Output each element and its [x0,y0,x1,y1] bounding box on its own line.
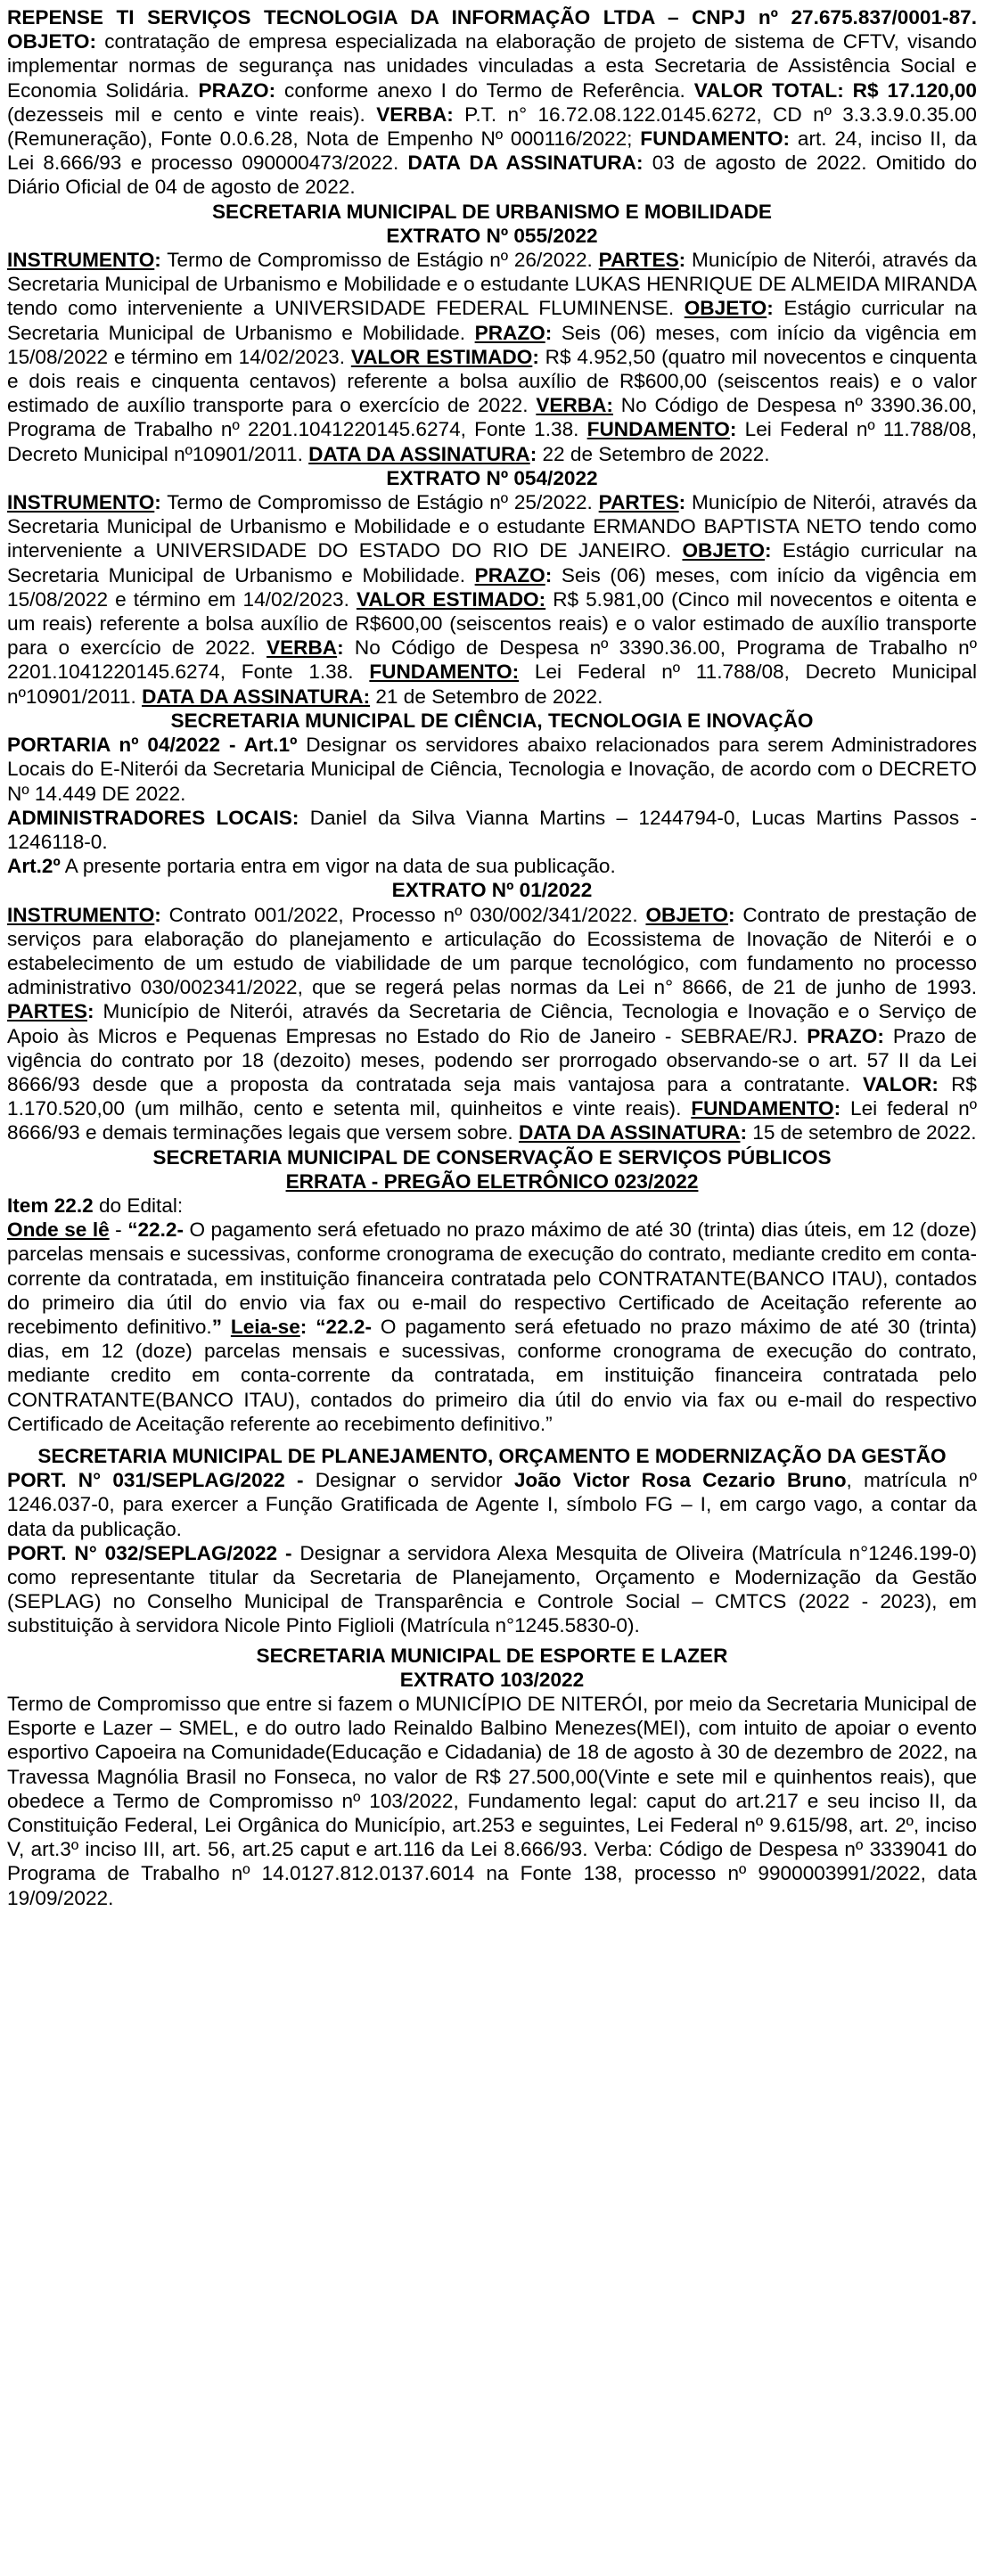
text-run: 21 de Setembro de 2022. [370,685,603,708]
text-run: Contrato 001/2022, Processo nº 030/002/341/2022. [160,903,646,926]
text-run: Prazo de vigência do contrato por 18 (dezoito) meses, podendo ser prorrogado observando-se o art. 57 II da Lei 8666/93 desde que a proposta da contratada seja mais vantajosa para a contratante. [7,1024,977,1095]
bold-label: DATA DA ASSINATURA: [407,152,644,175]
text-run: Estágio curricular na Secretaria Municipal de Urbanismo e Mobilidade. [7,297,977,344]
bold-label: VERBA: [536,394,613,417]
bold-label: : [727,903,735,926]
text-run: A presente portaria entra em vigor na data de sua publicação. [60,855,616,878]
text-run: O pagamento será efetuado no prazo máximo de até 30 (trinta) dias úteis, em 12 (doze) parcelas mensais e sucessivas, conforme cronograma de execução do contrato, mediante credito em conta-corrente da contratada, em instituição financeira contratada pelo CONTRATANTE(BANCO ITAU), contados do primeiro dia útil do envio via fax ou e-mail do respectivo Certificado de Aceitação referente ao recebimento definitivo. [7,1218,977,1338]
text-run: Designar os servidores abaixo relacionados para serem Administradores Locais do E-Niterói da Secretaria Municipal de Ciência, Tecnologia e Inovação, de acordo com o DECRETO Nº 14.449 DE 2022. [7,734,977,805]
bold-label: ” [211,1315,231,1338]
paragraph [7,1194,977,1218]
text-run: art. 24, inciso II, da Lei 8.666/93 e processo 090000473/2022. [7,127,977,175]
bold-label: VERBA [266,636,338,660]
text-run: 03 de agosto de 2022. Omitido do Diário Oficial de 04 de agosto de 2022. [7,152,978,199]
bold-label: PORTARIA nº 04/2022 - Art.1º [7,734,298,757]
bold-label: VALOR ESTIMADO: [356,587,546,611]
bold-label: ADMINISTRADORES LOCAIS: [7,806,299,829]
paragraph [7,1541,977,1638]
text-run: Seis (06) meses, com início da vigência em 15/08/2022 e término em 14/02/2023. [7,563,977,611]
bold-label: INSTRUMENTO [7,491,155,514]
bold-label: Onde se lê [7,1218,110,1242]
bold-label: PARTES [7,1000,87,1023]
text-run: Termo de Compromisso de Estágio nº 26/2022. [160,249,599,272]
text-run: conforme anexo I do Termo de Referência. [275,78,694,102]
paragraph [7,1218,977,1436]
text-run: Município de Niterói, através da Secretaria de Ciência, Tecnologia e Inovação e o Serviço de Apoio às Micros e Pequenas Empresas no Estado do Rio de Janeiro - SEBRAE/RJ. [7,1000,977,1047]
bold-label: : [299,1315,308,1338]
text-run: Lei Federal nº 11.788/08, Decreto Municipal nº10901/2011. [7,418,977,465]
bold-label: VERBA: [376,103,454,126]
text-run: do Edital: [93,1194,184,1217]
text-run: No Código de Despesa nº 3390.36.00, Programa de Trabalho nº 2201.1041220145.6274, Fonte 1.38. [7,636,977,684]
text-run: Contrato de prestação de serviços para elaboração do planejamento e articulação do Ecossistema de Inovação de Niterói e o estabelecimento de um estudo de viabilidade de um parque tecnológico, com fundamento no processo administrativo 030/002341/2022, que se regerá pelas normas da Lei n° 8666, de 21 de junho de 1993. [7,903,977,999]
text-run: Termo de Compromisso que entre si fazem o MUNICÍPIO DE NITERÓI, por meio da Secretaria Municipal de Esporte e Lazer – SMEL, e do outro lado Reinaldo Balbino Menezes(MEI), com intuito de apoiar o evento esportivo Capoeira na Comunidade(Educação e Cidadania) de 18 de agosto à 30 de dezembro de 2022, na Travessa Magnólia Brasil no Fonseca, no valor de R$ 27.500,00(Vinte e sete mil e quinhentos reais), que obedece a Termo de Compromisso nº 103/2022, Fundamento legal: caput do art.217 e seu inciso II, da Constituição Federal, Lei Orgânica do Município, art.253 e seguintes, Lei Federal nº 9.615/98, art. 2º, inciso V, art.3º inciso III, art. 56, art.25 caput e art.116 da Lei 8.666/93. Verba: Código de Despesa nº 3339041 do Programa de Trabalho nº 14.0127.812.0137.6014 na Fonte 138, processo nº 9900003991/2022, data 19/09/2022. [7,1693,977,1909]
text-run: Lei federal nº 8666/93 e demais terminações legais que versem sobre. [7,1097,978,1144]
bold-label: : [764,539,772,562]
bold-label: VALOR TOTAL: R$ 17.120,00 [693,78,977,102]
bold-label: FUNDAMENTO: [369,660,520,684]
bold-label: INSTRUMENTO [7,903,155,926]
bold-label: DATA DA ASSINATURA: [142,685,371,708]
text-run: O pagamento será efetuado no prazo máximo de até 30 (trinta) dias, em 12 (doze) parcelas mensais e sucessivas, conforme cronograma de execução do contrato, mediante credito em conta-corrente da contratada, em instituição financeira contratada pelo CONTRATANTE(BANCO ITAU), contados do primeiro dia útil do envio via fax ou e-mail do respectivo Certificado de Aceitação referente ao recebimento definitivo.” [7,1315,978,1435]
text-run: Lei Federal nº 11.788/08, Decreto Municipal nº10901/2011. [7,660,977,708]
bold-label: INSTRUMENTO [7,249,155,272]
bold-label: PARTES [598,491,679,514]
bold-label: : [678,491,686,514]
bold-label: OBJETO [682,539,765,562]
text-run: , matrícula nº 1246.037-0, para exercer a Função Gratificada de Agente I, símbolo FG – I, em cargo vago, a contar da data da publicação. [7,1469,978,1540]
paragraph [7,5,977,200]
bold-label: : [154,491,161,514]
bold-label: PRAZO: [807,1024,884,1047]
section-heading: SECRETARIA MUNICIPAL DE ESPORTE E LAZER [256,1644,728,1667]
paragraph [7,854,977,878]
paragraph [7,903,977,1145]
bold-label: Leia-se [230,1315,300,1338]
bold-label: : [529,442,537,465]
text-run: (dezesseis mil e cento e vinte reais). [7,103,377,126]
bold-label: OBJETO [684,297,767,320]
bold-label: VALOR: [863,1072,939,1095]
extract-heading: EXTRATO 103/2022 [399,1668,585,1691]
text-run: Daniel da Silva Vianna Martins – 1244794-0, Lucas Martins Passos - 1246118-0. [7,806,977,853]
bold-label: : [154,903,161,926]
bold-label: “22.2- [316,1315,372,1338]
extract-heading: EXTRATO Nº 055/2022 [386,224,598,247]
bold-label: : [678,249,686,272]
bold-label: Item 22.2 [7,1194,94,1217]
bold-label: PRAZO [474,563,545,587]
extract-heading: EXTRATO Nº 054/2022 [386,466,598,489]
bold-label: : [86,1000,94,1023]
bold-label: : [545,563,553,587]
bold-label: FUNDAMENTO [586,418,730,441]
text-run: 22 de Setembro de 2022. [537,442,770,465]
bold-label: : [532,345,539,368]
text-run: Seis (06) meses, com início da vigência em 15/08/2022 e término em 14/02/2023. [7,321,977,368]
bold-label: PRAZO [474,321,545,344]
text-run: Município de Niterói, através da Secretaria Municipal de Urbanismo e Mobilidade e o estudante LUKAS HENRIQUE DE ALMEIDA MIRANDA tendo como interveniente a UNIVERSIDADE FEDERAL FLUMINENSE. [7,249,977,320]
extract-heading: EXTRATO Nº 01/2022 [391,879,593,902]
bold-label: FUNDAMENTO: [640,127,791,151]
paragraph [7,806,977,854]
bold-label: : [729,418,737,441]
text-run: Designar a servidora Alexa Mesquita de Oliveira (Matrícula n°1246.199-0) como representante titular da Secretaria de Planejamento, Orçamento e Modernização da Gestão (SEPLAG) no Conselho Municipal de Transparência e Controle Social – CMTCS (2022 - 2023), em substituição à servidora Nicole Pinto Figlioli (Matrícula n°1245.5830-0). [7,1541,977,1637]
text-run: Estágio curricular na Secretaria Municipal de Urbanismo e Mobilidade. [7,539,977,587]
bold-label: “22.2- [127,1218,184,1242]
text-run: - [109,1218,128,1242]
bold-label: PORT. N° 032/SEPLAG/2022 - [7,1541,292,1564]
bold-label: FUNDAMENTO [691,1097,834,1120]
text-run: R$ 1.170.520,00 (um milhão, cento e setenta mil, quinheitos e vinte reais). [7,1072,977,1120]
bold-label: REPENSE TI SERVIÇOS TECNOLOGIA DA INFORMAÇÃO LTDA – CNPJ nº 27.675.837/0001-87. OBJETO: [7,6,977,53]
text-run: P.T. n° 16.72.08.122.0145.6272, CD nº 3.3.3.9.0.35.00 (Remuneração), Fonte 0.0.6.28, Nota de Empenho Nº 000116/2022; [7,103,977,151]
bold-label: : [154,249,161,272]
text-run: Município de Niterói, através da Secretaria Municipal de Urbanismo e Mobilidade e o estudante ERMANDO BAPTISTA NETO tendo como interveniente a UNIVERSIDADE DO ESTADO DO RIO DE JANEIRO. [7,491,977,562]
text-run: 15 de setembro de 2022. [747,1121,977,1144]
bold-label: : [833,1097,841,1120]
paragraph [7,733,977,806]
bold-label: OBJETO [645,903,728,926]
bold-label: DATA DA ASSINATURA [518,1121,741,1144]
paragraph [7,248,977,466]
paragraph [7,490,977,709]
bold-label: : [740,1121,747,1144]
section-heading: SECRETARIA MUNICIPAL DE CIÊNCIA, TECNOLOGIA E INOVAÇÃO [170,709,814,732]
section-heading: SECRETARIA MUNICIPAL DE CONSERVAÇÃO E SERVIÇOS PÚBLICOS [152,1145,832,1169]
bold-label: PORT. N° 031/SEPLAG/2022 - [7,1469,304,1492]
paragraph [7,1692,977,1910]
text-run: No Código de Despesa nº 3390.36.00, Programa de Trabalho nº 2201.1041220145.6274, Fonte 1.38. [7,394,977,441]
text-run: Termo de Compromisso de Estágio nº 25/2022. [160,491,599,514]
section-heading: SECRETARIA MUNICIPAL DE URBANISMO E MOBILIDADE [211,200,773,223]
bold-label: PARTES [598,249,679,272]
text-run: R$ 5.981,00 (Cinco mil novecentos e oitenta e um reais) referente a bolsa auxílio de R$600,00 (seiscentos reais) e o valor estimado de auxílio transporte para o exercício de 2022. [7,587,977,660]
bold-label: DATA DA ASSINATURA [308,442,530,465]
text-run [307,1316,316,1338]
errata-heading: ERRATA - PREGÃO ELETRÔNICO 023/2022 [285,1169,699,1193]
bold-label: : [337,636,344,660]
section-heading: SECRETARIA MUNICIPAL DE PLANEJAMENTO, ORÇAMENTO E MODERNIZAÇÃO DA GESTÃO [37,1444,947,1467]
text-run: Designar o servidor [303,1469,514,1492]
paragraph [7,1468,977,1541]
bold-label: Art.2º [7,855,61,878]
bold-label: João Victor Rosa Cezario Bruno [513,1469,847,1492]
text-run: R$ 4.952,50 (quatro mil novecentos e cinquenta e dois reais e cinquenta centavos) referente a bolsa auxílio de R$600,00 (seiscentos reais) e o valor estimado de auxílio transporte para o exercício de 2022. [7,345,977,417]
bold-label: VALOR ESTIMADO [350,345,533,368]
text-run: contratação de empresa especializada na elaboração de projeto de sistema de CFTV, visando implementar normas de segurança nas unidades vinculadas a esta Secretaria de Assistência Social e Economia Solidária. [7,30,977,102]
bold-label: : [545,321,553,344]
bold-label: PRAZO: [198,78,276,102]
bold-label: : [767,297,774,320]
